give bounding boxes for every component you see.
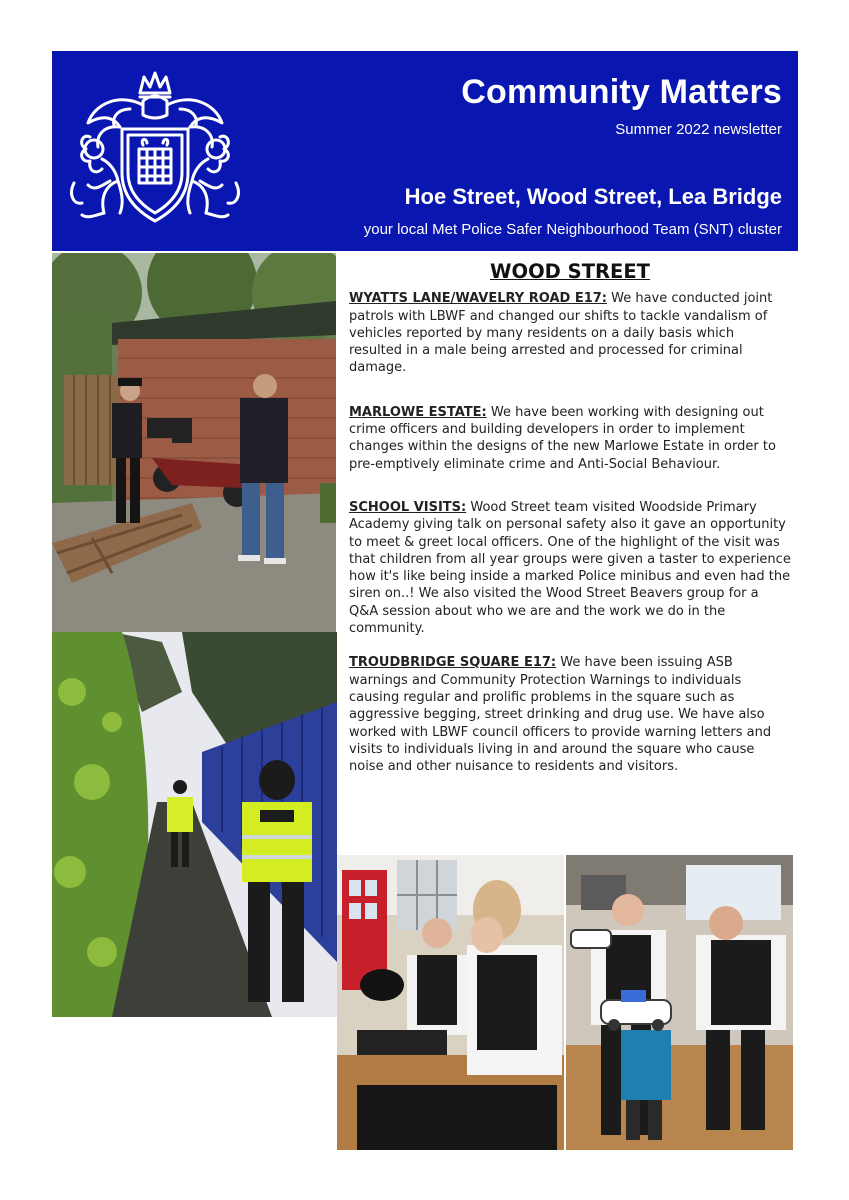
- item-troudbridge-square: [349, 654, 791, 775]
- item-wyatts-lane: [349, 290, 791, 376]
- photo-garage-patrol: [52, 253, 336, 632]
- section-heading: WOOD STREET: [490, 260, 650, 283]
- area-names: Hoe Street, Wood Street, Lea Bridge: [404, 184, 782, 209]
- item-lead: MARLOWE ESTATE:: [349, 404, 487, 420]
- team-tagline: your local Met Police Safer Neighbourhood Team (SNT) cluster: [363, 221, 782, 238]
- header-banner: [52, 51, 798, 251]
- newsletter-edition: Summer 2022 newsletter: [615, 121, 782, 138]
- wood-street-section: [349, 260, 791, 799]
- item-marlowe-estate: [349, 404, 791, 473]
- item-text: Wood Street team visited Woodside Primary Academy giving talk on personal safety also it gave an opportunity to meet & greet local officers. One of the highlight of the visit was that children from all year groups were given a taster to experience how it's like being inside a marked Police minibus and even had the siren on..! We also visited the Wood Street Beavers group for a Q&A session about who we are and the work we do in the community.: [349, 499, 791, 637]
- photo-alley-patrol: [52, 632, 337, 1017]
- item-lead: SCHOOL VISITS:: [349, 499, 467, 515]
- item-text: We have conducted joint patrols with LBWF and changed our shifts to tackle vandalism of vehicles reported by many residents on a daily basis which resulted in a male being arrested and processed for criminal damage.: [349, 291, 773, 376]
- item-school-visits: [349, 499, 791, 637]
- page-title: Community Matters: [461, 73, 782, 111]
- met-police-crest-icon: [60, 63, 250, 239]
- item-text: We have been issuing ASB warnings and Community Protection Warnings to individuals causing regular and prolific problems in the square such as aggressive begging, street drinking and drug use. We have also worked with LBWF council officers to provide warning letters and visits to individuals living in and around the square who cause noise and other nuisance to residents and visitors.: [349, 655, 772, 775]
- photo-school-visit-officers: [337, 855, 564, 1150]
- photo-school-visit-child: [566, 855, 793, 1150]
- item-lead: WYATTS LANE/WAVELRY ROAD E17:: [349, 291, 607, 307]
- item-lead: TROUDBRIDGE SQUARE E17:: [349, 655, 557, 671]
- item-text: We have been working with designing out crime officers and building developers in order to implement changes within the designs of the new Marlowe Estate in order to pre-emptively eliminate crime and Anti-Social Behaviour.: [349, 404, 776, 472]
